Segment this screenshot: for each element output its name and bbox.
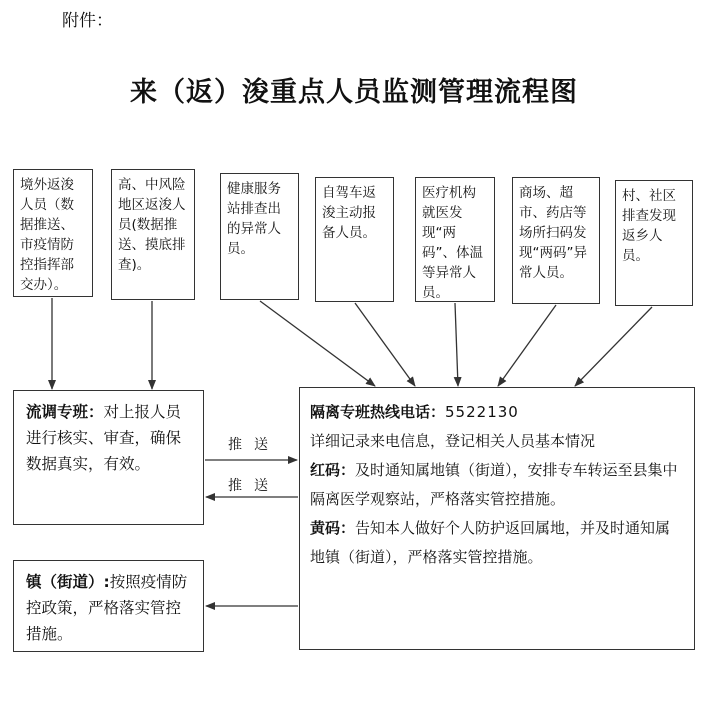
arrow-community-to-isolation: [575, 307, 652, 386]
source-text: 商场、超市、药店等场所扫码发现“两码”异常人员。: [519, 185, 587, 281]
source-text: 自驾车返浚主动报备人员。: [322, 185, 376, 241]
source-text: 健康服务站排查出的异常人员。: [227, 181, 281, 257]
arrow-selfdrive-to-isolation: [355, 303, 415, 386]
red-code-text: 及时通知属地镇（街道），安排专车转运至县集中隔离医学观察站，严格落实管控措施。: [310, 461, 678, 508]
arrow-medical-to-isolation: [455, 303, 458, 386]
yellow-code-text: 告知本人做好个人防护返回属地，并及时通知属地镇（街道），严格落实管控措施。: [310, 519, 671, 566]
hotline-label: 隔离专班热线电话：: [310, 403, 446, 421]
source-text: 境外返浚人员（数据推送、市疫情防控指挥部交办）。: [20, 177, 74, 293]
page-title: 来（返）浚重点人员监测管理流程图: [130, 77, 578, 108]
push-left-label: 推送: [228, 478, 280, 494]
push-right-label: 推送: [228, 437, 280, 453]
source-text: 村、社区排查发现返乡人员。: [622, 188, 676, 264]
arrow-health-to-isolation: [260, 301, 375, 386]
liudiao-label: 流调专班：: [26, 403, 104, 421]
record-text: 详细记录来电信息，登记相关人员基本情况: [310, 432, 596, 450]
yellow-code-label: 黄码：: [310, 519, 356, 537]
town-text: 按照疫情防控政策，严格落实管控措施。: [26, 573, 188, 643]
hotline-number: 5522130: [445, 403, 519, 421]
red-code-label: 红码：: [310, 461, 356, 479]
source-text: 医疗机构就医发现“两码”、体温等异常人员。: [422, 185, 483, 301]
attachment-label: 附件：: [62, 11, 113, 31]
liudiao-text: 对上报人员进行核实、审查，确保数据真实，有效。: [26, 403, 182, 473]
arrow-shopping-to-isolation: [498, 305, 556, 386]
town-label: 镇（街道）:: [26, 573, 110, 591]
source-text: 高、中风险地区返浚人员(数据推送、摸底排查)。: [118, 177, 186, 273]
